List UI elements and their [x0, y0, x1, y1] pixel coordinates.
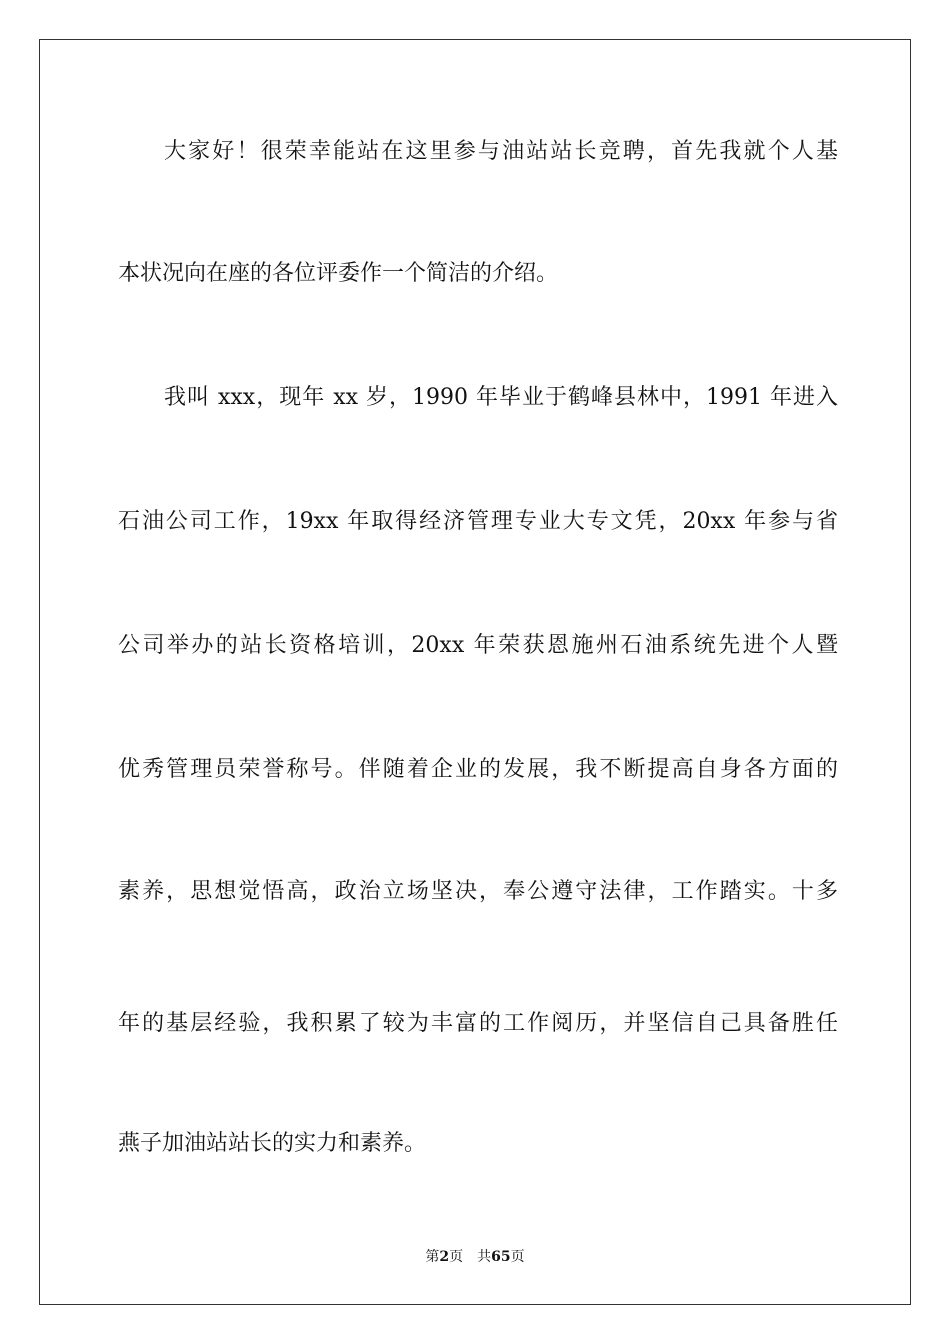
paragraph-line: 优秀管理员荣誉称号。伴随着企业的发展，我不断提高自身各方面的	[118, 757, 838, 782]
paragraph-line: 公司举办的站长资格培训，20xx 年荣获恩施州石油系统先进个人暨	[118, 633, 838, 658]
total-prefix: 共	[477, 1249, 492, 1265]
paragraph-line: 本状况向在座的各位评委作一个简洁的介绍。	[118, 261, 559, 286]
total-suffix: 页	[510, 1249, 525, 1265]
paragraph-line: 燕子加油站站长的实力和素养。	[118, 1131, 427, 1156]
page-border	[39, 39, 911, 1305]
paragraph-line: 我叫 xxx，现年 xx 岁，1990 年毕业于鹤峰县林中，1991 年进入	[164, 385, 838, 410]
paragraph-line: 素养，思想觉悟高，政治立场坚决，奉公遵守法律，工作踏实。十多	[118, 879, 838, 904]
paragraph-line: 年的基层经验，我积累了较为丰富的工作阅历，并坚信自己具备胜任	[118, 1011, 838, 1036]
page-suffix: 页	[449, 1249, 464, 1265]
total-pages: 65	[491, 1249, 511, 1265]
paragraph-line: 石油公司工作，19xx 年取得经济管理专业大专文凭，20xx 年参与省	[118, 509, 838, 534]
page-footer	[0, 1248, 950, 1266]
page-number: 2	[439, 1249, 450, 1265]
page-prefix: 第	[425, 1249, 440, 1265]
paragraph-line: 大家好！很荣幸能站在这里参与油站站长竞聘，首先我就个人基	[164, 139, 838, 164]
